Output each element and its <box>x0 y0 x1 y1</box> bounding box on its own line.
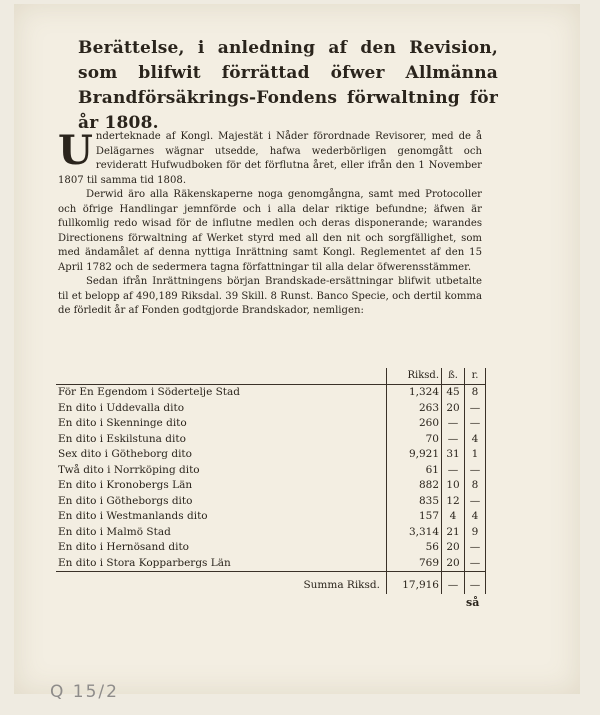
row-skilling: 12 <box>442 493 465 509</box>
row-skilling: 20 <box>442 555 465 571</box>
table-body <box>56 384 486 571</box>
paragraph-2: Derwid äro alla Räkenskaperne noga genomgångna, samt med Protocoller och öfrige Handlingar jemnförde och i alla delar riktige befundne; äfwen är fullkomlig redo wisad för de influtne medlen och deras disponerande; warandes Directionens förwaltning af Werket styrd med all den nit och sorgfällighet, som med ändamålet af denna nyttiga Inrättning samt Kongl. Reglementet af den 15 April 1782 och de sedermera tagna författningar til alla delar öfwerensstämmer. <box>58 189 482 273</box>
row-description: En dito i Götheborgs dito <box>58 494 193 507</box>
row-runstycken: 9 <box>465 524 486 540</box>
row-runstycken: — <box>465 462 486 478</box>
paragraph-3: Sedan ifrån Inrättningens början Brandskade-ersättningar blifwit utbetalte til et belopp af 490,189 Riksdal. 39 Skill. 8 Runst. Banco Specie, och dertil komma de förledit år af Fonden godtgjorde Brandskador, nemligen: <box>58 276 482 316</box>
row-description: För En Egendom i Södertelje Stad <box>58 386 241 399</box>
table-sum-row <box>56 571 486 594</box>
row-riksdaler: 56 <box>387 540 442 556</box>
row-runstycken: — <box>465 493 486 509</box>
table-row <box>56 447 486 463</box>
row-runstycken: — <box>465 555 486 571</box>
row-description: En dito i Kronobergs Län <box>58 479 193 492</box>
row-description: Sex dito i Götheborg dito <box>58 448 192 461</box>
document-title: Berättelse, i anledning af den Revision, som blifwit förrättad öfwer Allmänna Brandförsäkrings-Fondens förwaltning för år 1808. <box>78 38 498 133</box>
table-row <box>56 509 486 525</box>
row-riksdaler: 9,921 <box>387 447 442 463</box>
row-riksdaler: 263 <box>387 400 442 416</box>
paragraph-1 <box>58 127 482 188</box>
row-description: En dito i Eskilstuna dito <box>58 432 186 445</box>
row-riksdaler: 3,314 <box>387 524 442 540</box>
row-runstycken: — <box>465 416 486 432</box>
table-header-row <box>56 368 486 384</box>
header-skilling: ß. <box>442 368 465 384</box>
row-runstycken: 8 <box>465 478 486 494</box>
table-row <box>56 384 486 400</box>
row-runstycken: 8 <box>465 384 486 400</box>
row-riksdaler: 882 <box>387 478 442 494</box>
paragraph-1-text: nderteknade af Kongl. Majestät i Nåder förordnade Revisorer, med de å Delägarnes wägnar utsedde, hafwa wederbörligen genomgått och revideratt Hufwudboken för det förflutna året, eller ifrån den 1 November 1807 til samma tid 1808. <box>58 131 482 186</box>
row-riksdaler: 157 <box>387 509 442 525</box>
sum-skilling: — <box>442 571 465 594</box>
table-row <box>56 493 486 509</box>
accounts-table <box>56 368 486 594</box>
row-skilling: — <box>442 431 465 447</box>
drop-capital: U <box>58 127 93 174</box>
row-skilling: 20 <box>442 400 465 416</box>
table-row <box>56 431 486 447</box>
row-riksdaler: 260 <box>387 416 442 432</box>
row-skilling: 45 <box>442 384 465 400</box>
row-runstycken: 4 <box>465 431 486 447</box>
table-row <box>56 540 486 556</box>
table-row <box>56 462 486 478</box>
header-description <box>56 368 387 384</box>
header-runstycken: r. <box>465 368 486 384</box>
row-riksdaler: 769 <box>387 555 442 571</box>
pencil-archive-note: Q 15/2 <box>50 682 119 702</box>
row-skilling: 21 <box>442 524 465 540</box>
row-skilling: 4 <box>442 509 465 525</box>
row-skilling: 20 <box>442 540 465 556</box>
table-row <box>56 416 486 432</box>
sum-riksdaler: 17,916 <box>387 571 442 594</box>
row-description: En dito i Skenninge dito <box>58 417 187 430</box>
table-row <box>56 555 486 571</box>
row-riksdaler: 1,324 <box>387 384 442 400</box>
sum-label: Summa Riksd. <box>56 571 387 594</box>
table-row <box>56 400 486 416</box>
row-riksdaler: 61 <box>387 462 442 478</box>
row-skilling: — <box>442 462 465 478</box>
row-runstycken: 1 <box>465 447 486 463</box>
header-riksdaler: Riksd. <box>387 368 442 384</box>
row-runstycken: — <box>465 540 486 556</box>
table-row <box>56 478 486 494</box>
row-skilling: — <box>442 416 465 432</box>
row-description: En dito i Uddevalla dito <box>58 401 185 414</box>
row-riksdaler: 835 <box>387 493 442 509</box>
sum-runstycken: — <box>465 571 486 594</box>
row-riksdaler: 70 <box>387 431 442 447</box>
row-runstycken: 4 <box>465 509 486 525</box>
table-row <box>56 524 486 540</box>
row-description: En dito i Malmö Stad <box>58 525 171 538</box>
row-runstycken: — <box>465 400 486 416</box>
row-description: En dito i Stora Kopparbergs Län <box>58 556 231 569</box>
row-description: En dito i Westmanlands dito <box>58 510 208 523</box>
row-skilling: 31 <box>442 447 465 463</box>
row-description: En dito i Hernösand dito <box>58 541 189 554</box>
row-description: Twå dito i Norrköping dito <box>58 463 200 476</box>
row-skilling: 10 <box>442 478 465 494</box>
catchword: så <box>466 596 480 609</box>
document-body <box>58 127 482 319</box>
